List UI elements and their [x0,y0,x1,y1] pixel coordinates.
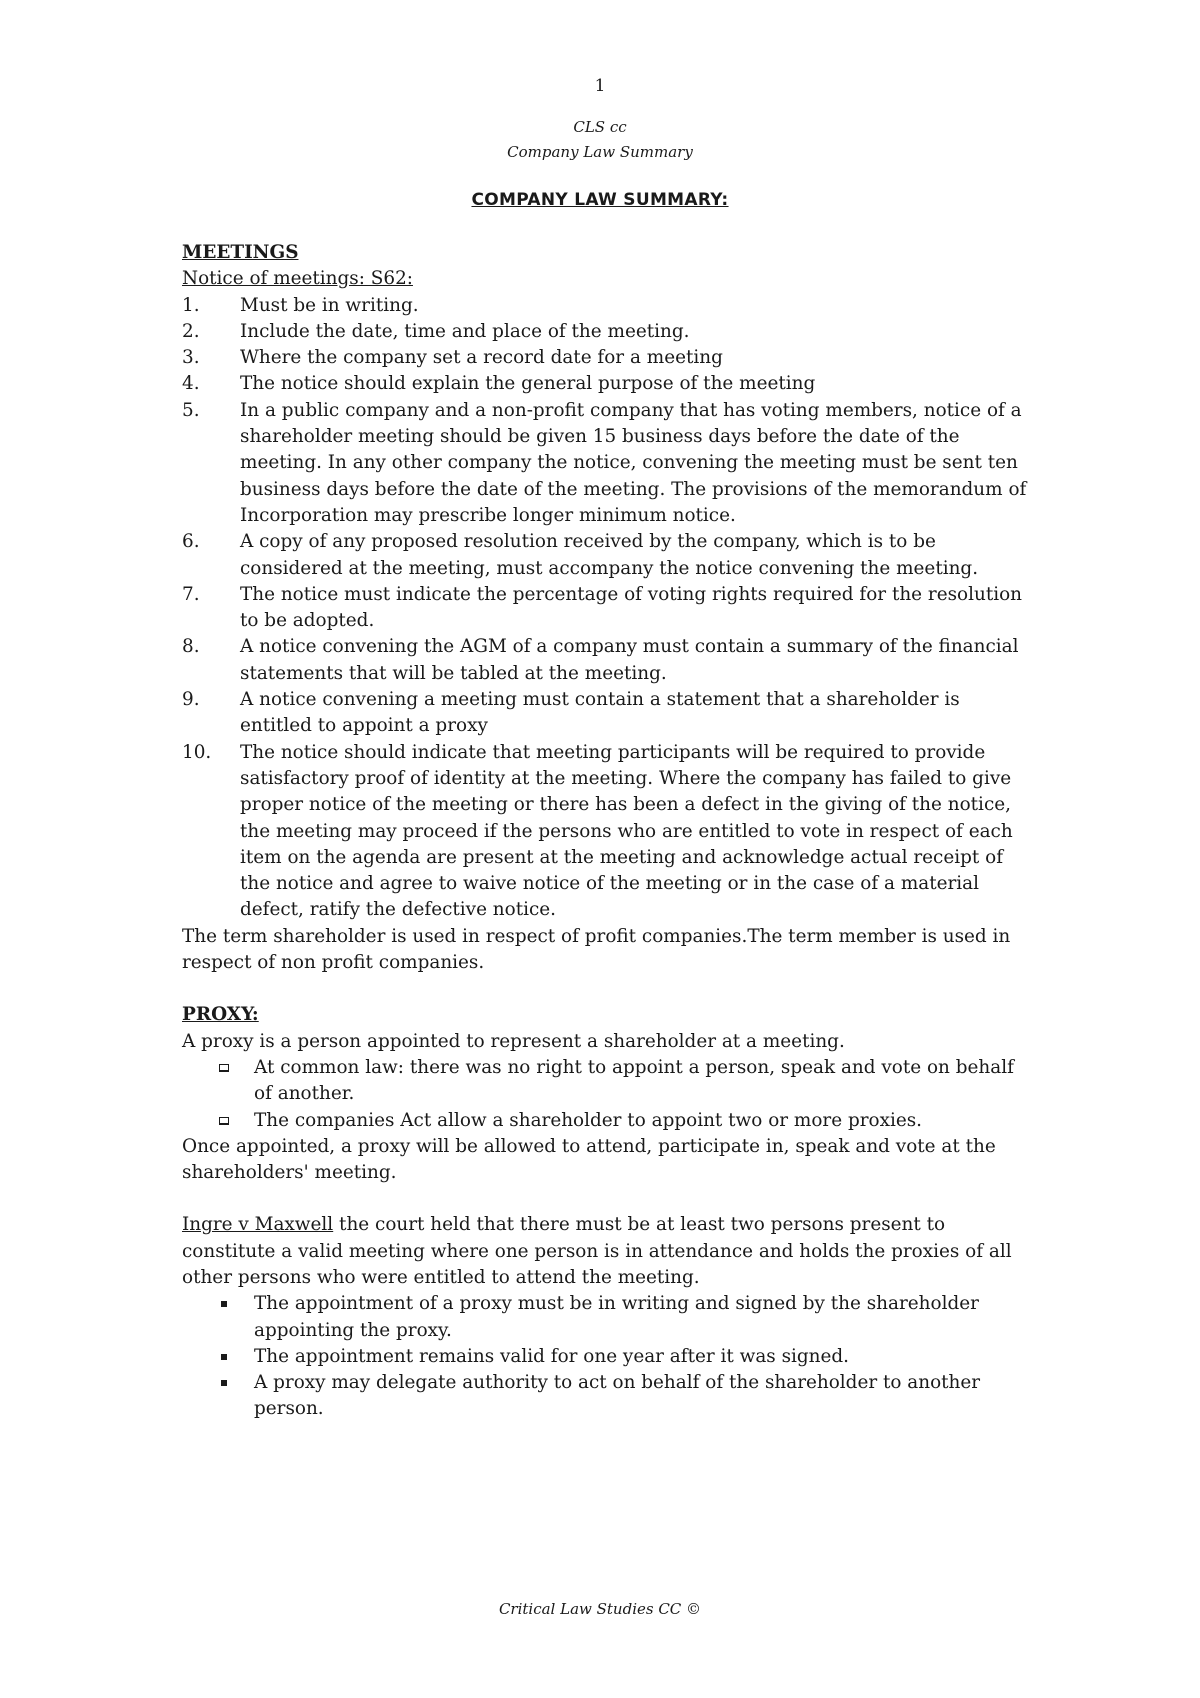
item-number: 1. [182,294,200,316]
case-paragraph [182,1212,1032,1291]
item-number: 3. [182,347,200,369]
proxy-appointed-text: Once appointed, a proxy will be allowed to attend, participate in, speak and vote at the shareholders' meeting. [182,1135,996,1184]
page-footer: Critical Law Studies CC © [498,1600,702,1618]
square-bullet-icon [221,1301,227,1307]
item-text: The appointment remains valid for one year after it was signed. [254,1345,850,1367]
page-number: 1 [594,76,606,96]
list-item [182,740,1032,924]
list-item [182,1344,1032,1370]
square-bullet-icon [221,1380,227,1386]
document-body [182,240,1032,1423]
notice-subheading: Notice of meetings: S62: [182,268,413,290]
item-text: A notice convening a meeting must contain a statement that a shareholder is entitled to appoint a proxy [240,689,960,737]
item-text: The notice should indicate that meeting participants will be required to provide satisfactory proof of identity at the meeting. Where the company has failed to give proper notice of the meeting or there has been a defect in the giving of the notice, the meeting may proceed if the persons who are entitled to vote in respect of each item on the agenda are present at the meeting and acknowledge actual receipt of the notice and agree to waive notice of the meeting or in the case of a material defect, ratify the defective notice. [240,741,1013,921]
item-text: The notice should explain the general purpose of the meeting [240,373,816,395]
item-number: 5. [182,399,200,421]
meetings-heading: MEETINGS [182,242,299,263]
item-text: The notice must indicate the percentage of voting rights required for the resolution to be adopted. [240,583,1023,632]
shareholder-term-note: The term shareholder is used in respect of profit companies.The term member is used in respect of non profit companies. [182,925,1011,974]
case-text: the court held that there must be at least two persons present to constitute a valid meeting where one person is in attendance and holds the proxies of all other persons who were entitled to attend the meeting. [182,1214,1012,1288]
item-number: 10. [182,741,212,763]
list-item [182,1108,1032,1134]
square-bullet-icon [221,1354,227,1360]
list-item [182,371,1032,397]
list-item [182,1370,1032,1423]
list-item [182,687,1032,740]
item-text: Where the company set a record date for a meeting [240,347,723,369]
case-name: Ingre v Maxwell [182,1214,334,1236]
list-item [182,1291,1032,1344]
item-text: A proxy may delegate authority to act on behalf of the shareholder to another person. [254,1372,981,1420]
item-number: 8. [182,636,200,658]
spacer [182,976,1032,1002]
item-text: A copy of any proposed resolution received by the company, which is to be considered at the meeting, must accompany the notice convening the meeting. [240,531,979,579]
item-number: 9. [182,689,200,711]
list-item [182,345,1032,371]
item-number: 7. [182,583,200,605]
list-item [182,398,1032,529]
item-text: In a public company and a non-profit company that has voting members, notice of a shareholder meeting should be given 15 business days before the date of the meeting. In any other company the notice, convening the meeting must be sent ten business days before the date of the meeting. The provisions of the memorandum of Incorporation may prescribe longer minimum notice. [240,399,1027,526]
list-item [182,582,1032,635]
item-text: At common law: there was no right to appoint a person, speak and vote on behalf of another. [254,1056,1014,1105]
item-number: 4. [182,373,200,395]
notice-requirements-list [182,293,1032,924]
list-item [182,319,1032,345]
list-item [182,1055,1032,1108]
item-number: 6. [182,531,200,553]
checkbox-bullet-icon [219,1117,229,1125]
proxy-intro: A proxy is a person appointed to represent a shareholder at a meeting. [182,1030,845,1052]
item-text: The appointment of a proxy must be in writing and signed by the shareholder appointing the proxy. [254,1293,979,1341]
proxy-rules-list [182,1291,1032,1422]
proxy-heading: PROXY: [182,1004,259,1026]
item-text: A notice convening the AGM of a company must contain a summary of the financial statements that will be tabled at the meeting. [240,636,1019,684]
list-item [182,529,1032,582]
list-item [182,634,1032,687]
item-number: 2. [182,320,200,342]
header-company-name: CLS cc [573,118,627,136]
document-title: COMPANY LAW SUMMARY: [471,190,729,210]
checkbox-bullet-icon [219,1064,229,1072]
header-document-name: Company Law Summary [507,143,693,161]
item-text: Include the date, time and place of the meeting. [240,320,690,342]
spacer [182,1186,1032,1212]
item-text: Must be in writing. [240,294,419,316]
item-text: The companies Act allow a shareholder to appoint two or more proxies. [254,1109,923,1131]
list-item [182,293,1032,319]
proxy-box-list [182,1055,1032,1134]
